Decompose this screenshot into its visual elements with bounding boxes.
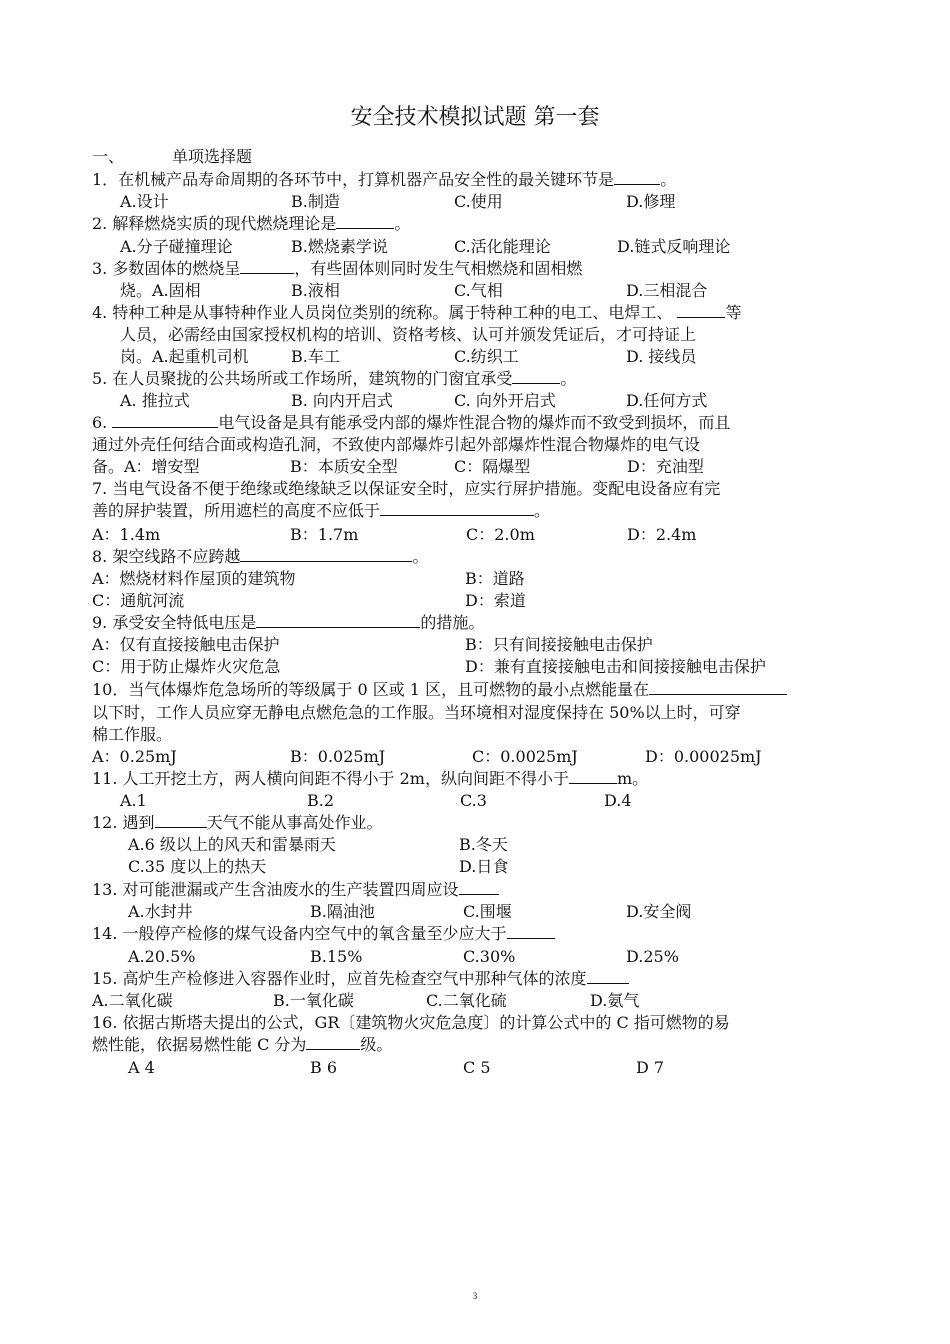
answer-option: A.二氧化碳 (92, 991, 173, 1010)
question-text: 16. 依据古斯塔夫提出的公式，GR〔建筑物火灾危急度〕的计算公式中的 C 指可燃物的易 (92, 1013, 730, 1032)
question-text: 6. (92, 413, 113, 432)
question-text: 8. 架空线路不应跨越 (92, 547, 241, 566)
answer-option: B.燃烧素学说 (291, 237, 388, 256)
answer-option: D 7 (636, 1058, 665, 1077)
question-line (92, 1035, 392, 1055)
question-text: 级。 (360, 1035, 393, 1054)
answer-blank (112, 413, 218, 428)
question-text: 以下时，工作人员应穿无静电点燃危急的工作服。当环境相对湿度保持在 50%以上时，可穿 (92, 703, 741, 722)
answer-option: D.修理 (626, 192, 676, 211)
question-line (92, 413, 730, 433)
answer-option: D：兼有直接接触电击和间接接触电击保护 (465, 657, 766, 676)
answer-option: D：索道 (465, 591, 526, 610)
question-line (92, 680, 787, 700)
page-number: 3 (472, 1291, 478, 1301)
answer-blank (507, 924, 555, 939)
answer-option: B：1.7m (290, 525, 359, 544)
answer-option: B. 向内开启式 (291, 391, 393, 410)
question-text: 。 (660, 170, 677, 189)
answer-option: D：0.00025mJ (645, 747, 762, 766)
answer-option: 岗。A.起重机司机 (120, 347, 249, 366)
answer-option: B：道路 (465, 569, 525, 588)
answer-option: D.日食 (459, 857, 509, 876)
answer-blank (380, 501, 534, 516)
answer-blank (336, 214, 394, 229)
answer-blank (459, 880, 499, 895)
answer-option: A：仅有直接接触电击保护 (92, 635, 280, 654)
answer-option: B.冬天 (459, 835, 508, 854)
answer-option: A.设计 (120, 192, 169, 211)
question-line (92, 259, 582, 279)
question-text: 的措施。 (420, 613, 485, 632)
answer-option: D.安全阀 (626, 902, 692, 921)
answer-option: D：充油型 (627, 457, 704, 476)
answer-blank (240, 259, 294, 274)
section-number: 一、 (92, 147, 125, 166)
answer-option: D. 接线员 (626, 347, 697, 366)
question-text: ，有些固体则同时发生气相燃烧和固相燃 (294, 259, 583, 278)
answer-option: C.活化能理论 (454, 237, 551, 256)
question-text: 善的屏护装置，所用遮栏的高度不应低于 (92, 501, 381, 520)
question-line (92, 214, 410, 234)
question-text: 13. 对可能泄漏或产生含油废水的生产装置四周应设 (92, 880, 459, 899)
question-text: 14. 一般停产检修的煤气设备内空气中的氧含量至少应大于 (92, 924, 507, 943)
answer-blank (256, 613, 420, 628)
answer-option: B.液相 (291, 281, 340, 300)
answer-option: A.6 级以上的风天和雷暴雨天 (128, 835, 336, 854)
answer-blank (512, 369, 560, 384)
answer-option: B：本质安全型 (290, 457, 398, 476)
answer-option: C. 向外开启式 (454, 391, 556, 410)
question-text: 燃性能，依据易燃性能 C 分为 (92, 1035, 307, 1054)
answer-blank (240, 547, 412, 562)
section-heading (92, 147, 252, 167)
answer-option: B：只有间接接触电击保护 (465, 635, 653, 654)
answer-option: B.车工 (291, 347, 340, 366)
answer-option: A. 推拉式 (120, 391, 190, 410)
question-text: 等 (725, 303, 742, 322)
question-text: 人员，必需经由国家授权机构的培训、资格考核、认可并颁发凭证后，才可持证上 (120, 325, 697, 344)
answer-option: C.30% (463, 947, 516, 966)
question-text: 9. 承受安全特低电压是 (92, 613, 257, 632)
question-text: 11. 人工开挖土方，两人横向间距不得小于 2m，纵向间距不得小于 (92, 769, 569, 788)
answer-option: A 4 (128, 1058, 155, 1077)
question-text: 电气设备是具有能承受内部的爆炸性混合物的爆炸而不致受到损坏，而且 (218, 413, 731, 432)
answer-option: A.水封井 (128, 902, 193, 921)
question-text: m。 (616, 769, 649, 788)
question-line (92, 813, 383, 833)
answer-option: A.20.5% (128, 947, 196, 966)
question-line (92, 170, 676, 190)
answer-option: D.链式反响理论 (617, 237, 731, 256)
answer-option: B.隔油池 (310, 902, 375, 921)
question-text: 12. 遇到 (92, 813, 155, 832)
answer-option: A：0.25mJ (92, 747, 177, 766)
question-text: 3. 多数固体的燃烧呈 (92, 259, 241, 278)
answer-blank (587, 969, 629, 984)
question-line (92, 613, 484, 633)
answer-option: C：2.0m (466, 525, 535, 544)
answer-option: C.3 (460, 791, 487, 810)
answer-option: B.15% (310, 947, 363, 966)
answer-option: C.纺织工 (454, 347, 519, 366)
answer-option: D.4 (604, 791, 632, 810)
answer-blank (569, 769, 617, 784)
question-line (92, 435, 700, 455)
answer-option: C.气相 (454, 281, 503, 300)
answer-option: C：0.0025mJ (472, 747, 578, 766)
question-text: 7. 当电气设备不便于绝缘或绝缘缺乏以保证安全时，应实行屏护措施。变配电设备应有完 (92, 479, 721, 498)
answer-option: D：2.4m (627, 525, 697, 544)
answer-option: A：1.4m (92, 525, 161, 544)
answer-option: A.分子碰撞理论 (120, 237, 233, 256)
answer-blank (155, 813, 207, 828)
question-text: 。 (412, 547, 429, 566)
answer-option: B 6 (310, 1058, 338, 1077)
question-line (92, 501, 550, 521)
question-line (92, 479, 720, 499)
question-line (92, 369, 576, 389)
answer-option: B.2 (307, 791, 335, 810)
question-line (92, 924, 555, 944)
answer-option: C 5 (463, 1058, 491, 1077)
answer-blank (614, 170, 660, 185)
answer-option: A：燃烧材料作屋顶的建筑物 (92, 569, 296, 588)
answer-option: C.围堰 (463, 902, 512, 921)
question-text: 。 (394, 214, 411, 233)
answer-option: B.制造 (291, 192, 340, 211)
answer-option: C.使用 (454, 192, 503, 211)
question-text: 1．在机械产品寿命周期的各环节中，打算机器产品安全性的最关键环节是 (92, 170, 615, 189)
question-line (92, 769, 648, 789)
question-text: 10．当气体爆炸危急场所的等级属于 0 区或 1 区，且可燃物的最小点燃能量在 (92, 680, 650, 699)
answer-option: 备。A：增安型 (92, 457, 200, 476)
question-text: 。 (560, 369, 577, 388)
question-line (92, 969, 629, 989)
answer-blank (677, 303, 725, 318)
question-text: 15. 高炉生产检修进入容器作业时，应首先检查空气中那种气体的浓度 (92, 969, 587, 988)
answer-option: D.三相混合 (626, 281, 708, 300)
question-text: 。 (534, 501, 551, 520)
answer-option: D.氨气 (590, 991, 640, 1010)
question-line (92, 1013, 730, 1033)
question-line (92, 547, 428, 567)
answer-option: 烧。A.固相 (120, 281, 201, 300)
question-line (92, 725, 172, 745)
question-text: 4. 特种工种是从事特种作业人员岗位类别的统称。属于特种工种的电工、电焊工、 (92, 303, 678, 322)
question-text: 天气不能从事高处作业。 (206, 813, 383, 832)
answer-option: C.35 度以上的热天 (128, 857, 267, 876)
question-line (92, 303, 741, 323)
answer-option: C：隔爆型 (454, 457, 531, 476)
question-text: 通过外壳任何结合面或构造孔洞，不致使内部爆炸引起外部爆炸性混合物爆炸的电气设 (92, 435, 701, 454)
section-label: 单项选择题 (172, 147, 253, 166)
question-text: 棉工作服。 (92, 725, 173, 744)
answer-option: C：通航河流 (92, 591, 185, 610)
answer-option: C：用于防止爆炸火灾危急 (92, 657, 281, 676)
answer-blank (649, 680, 787, 695)
answer-option: C.二氧化硫 (426, 991, 507, 1010)
answer-blank (306, 1035, 360, 1050)
answer-option: A.1 (120, 791, 147, 810)
page-title: 安全技术模拟试题 第一套 (350, 105, 600, 130)
answer-option: B.一氧化碳 (273, 991, 354, 1010)
answer-option: D.25% (626, 947, 679, 966)
question-text: 5. 在人员聚拢的公共场所或工作场所，建筑物的门窗宜承受 (92, 369, 513, 388)
question-line (120, 325, 696, 345)
question-line (92, 703, 741, 723)
answer-option: D.任何方式 (626, 391, 708, 410)
question-line (92, 880, 499, 900)
answer-option: B：0.025mJ (290, 747, 386, 766)
question-text: 2. 解释燃烧实质的现代燃烧理论是 (92, 214, 337, 233)
